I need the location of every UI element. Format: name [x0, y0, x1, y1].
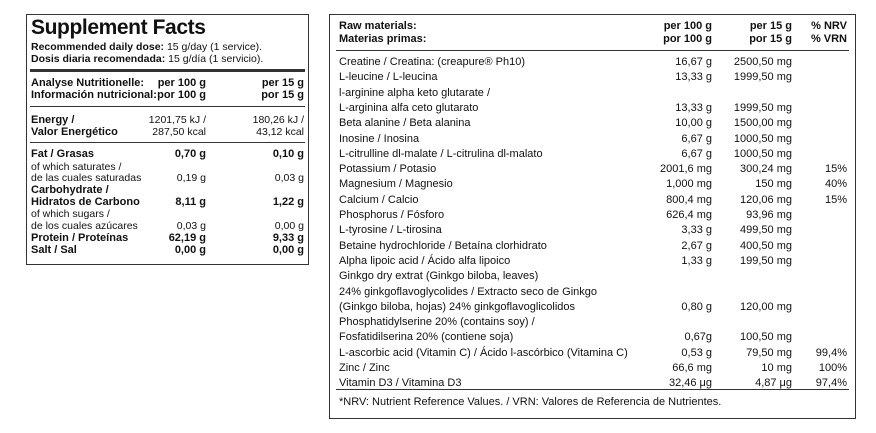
nutrient-per15: 0,03 g	[274, 172, 304, 184]
raw-material-row	[330, 147, 855, 162]
nutrient-per15: 0,00 g	[272, 244, 304, 256]
nutrient-per15: 1,22 g	[272, 196, 304, 208]
nutrient-name: de los cuales azúcares	[31, 220, 138, 232]
nutrient-per100: 0,00 g	[174, 244, 206, 256]
raw-material-name: (Ginkgo biloba, hojas) 24% ginkgoflavoglicolidos	[339, 300, 576, 313]
nutrient-per100: 8,11 g	[175, 196, 206, 208]
raw-material-per100: 800,4 mg	[666, 193, 712, 206]
raw-material-name: Phosphatidylserine 20% (contains soy) /	[339, 316, 535, 329]
header-raw-en: Raw materials:	[339, 20, 417, 32]
raw-material-nrv: 15%	[824, 193, 847, 206]
raw-material-per100: 3,33 g	[681, 224, 712, 237]
raw-material-row	[330, 315, 855, 330]
raw-material-name: Betaine hydrochloride / Betaína clorhidrato	[339, 239, 547, 252]
raw-material-row	[330, 55, 855, 70]
raw-material-row	[330, 239, 855, 254]
dose-label-en: Recommended daily dose:	[31, 41, 165, 53]
raw-material-per100: 2,67 g	[681, 239, 712, 252]
raw-material-per15: 199,50 mg	[740, 254, 792, 267]
raw-material-nrv: 40%	[824, 178, 847, 191]
raw-material-nrv: 100%	[818, 362, 847, 374]
header-vrn: % VRN	[810, 33, 847, 45]
raw-material-per100: 13,33 g	[675, 101, 712, 114]
dose-label-es: Dosis diaria recomendada:	[31, 53, 166, 65]
divider	[336, 389, 849, 390]
raw-material-per15: 1000,50 mg	[733, 132, 792, 145]
nutrient-name: Salt / Sal	[31, 244, 77, 256]
header-per100-es: por 100 g	[663, 33, 712, 45]
raw-material-name: l-arginine alpha keto glutarate /	[339, 86, 491, 99]
raw-material-row	[330, 177, 855, 192]
raw-material-per100: 66,6 mg	[672, 362, 712, 374]
raw-material-row	[330, 132, 855, 147]
raw-material-name: Fosfatidilserina 20% (contiene soja)	[339, 331, 514, 344]
raw-material-name: Ginkgo dry extrat (Ginkgo biloba, leaves)	[339, 270, 539, 283]
recommended-daily-dose	[31, 41, 262, 53]
nutrient-per100: 1201,75 kJ /	[148, 114, 206, 126]
footnote: *NRV: Nutrient Reference Values. / VRN: Valores de Referencia de Nutrientes.	[339, 396, 722, 408]
dosis-diaria	[31, 53, 263, 65]
raw-material-name: L-ascorbic acid (Vitamin C) / Ácido l-ascórbico (Vitamina C)	[339, 346, 628, 359]
raw-material-row	[330, 208, 855, 223]
dose-value-en: 15 g/day (1 service).	[164, 41, 263, 53]
raw-material-per15: 100,50 mg	[740, 331, 792, 344]
raw-material-row	[330, 361, 855, 376]
raw-material-per15: 79,50 mg	[746, 346, 792, 359]
nutrient-per100: 287,50 kcal	[152, 126, 206, 138]
header-per100-en: per 100 g	[157, 77, 206, 89]
raw-material-name: Phosphorus / Fósforo	[339, 209, 445, 221]
raw-material-row	[330, 300, 855, 315]
dose-value-es: 15 g/día (1 servicio).	[165, 53, 264, 65]
nutrient-name: Fat / Grasas	[31, 148, 94, 160]
raw-material-name: 24% ginkgoflavoglycolides / Extracto seco de Ginkgo	[339, 285, 598, 298]
raw-material-name: L-tyrosine / L-tirosina	[339, 224, 442, 237]
raw-material-row	[330, 162, 855, 177]
raw-material-per15: 150 mg	[755, 178, 792, 191]
raw-material-name: L-citrulline dl-malate / L-citrulina dl-malato	[339, 147, 543, 160]
raw-material-name: Calcium / Calcio	[339, 193, 419, 206]
raw-material-row	[330, 86, 855, 101]
raw-material-row	[330, 285, 855, 300]
raw-material-per15: 1999,50 mg	[733, 101, 792, 114]
raw-material-row	[330, 70, 855, 85]
raw-material-per100: 0,80 g	[681, 300, 712, 313]
header-per100-es: por 100 g	[157, 89, 206, 101]
raw-material-name: Beta alanine / Beta alanina	[339, 117, 471, 130]
raw-material-row	[330, 269, 855, 284]
raw-material-per15: 120,00 mg	[740, 300, 792, 313]
raw-material-nrv: 99,4%	[815, 346, 847, 359]
supplement-facts-title: Supplement Facts	[31, 16, 206, 39]
raw-material-nrv: 97,4%	[815, 377, 847, 390]
raw-material-per15: 300,24 mg	[740, 163, 792, 176]
nutrient-name: Carbohydrate /	[31, 184, 109, 196]
raw-material-name: Zinc / Zinc	[339, 362, 390, 374]
raw-material-per15: 1999,50 mg	[733, 71, 792, 84]
nutrient-per100: 0,70 g	[174, 148, 206, 160]
divider	[30, 142, 305, 143]
divider	[30, 106, 305, 107]
raw-material-per100: 0,67g	[684, 331, 712, 344]
raw-material-per15: 1500,00 mg	[733, 117, 792, 130]
raw-material-name: Creatine / Creatina: (creapure® Ph10)	[339, 56, 526, 68]
raw-material-name: Inosine / Inosina	[339, 132, 420, 145]
raw-material-per100: 1,33 g	[681, 254, 712, 267]
header-per15-es: por 15 g	[749, 33, 792, 45]
raw-material-per15: 2500,50 mg	[733, 56, 792, 68]
nutrient-per15: 0,10 g	[272, 148, 304, 160]
raw-material-per100: 626,4 mg	[666, 209, 712, 221]
divider-thick	[30, 69, 305, 72]
raw-material-name: Alpha lipoic acid / Ácido alfa lipoico	[339, 254, 511, 267]
raw-material-row	[330, 223, 855, 238]
nutrient-per15: 43,12 kcal	[256, 126, 304, 138]
raw-material-name: Magnesium / Magnesio	[339, 178, 453, 191]
raw-material-row	[330, 330, 855, 345]
raw-material-name: Potassium / Potasio	[339, 163, 437, 176]
raw-material-row	[330, 346, 855, 361]
raw-material-name: L-arginina alfa ceto glutarato	[339, 101, 479, 114]
raw-material-per100: 16,67 g	[675, 56, 712, 68]
raw-material-per15: 1000,50 mg	[733, 147, 792, 160]
header-per15-es: por 15 g	[261, 89, 304, 101]
raw-material-per15: 4,87 μg	[755, 377, 792, 390]
nutrient-per15: 9,33 g	[272, 232, 304, 244]
nutrient-name: Hidratos de Carbono	[31, 196, 140, 208]
header-per15-en: per 15 g	[261, 77, 304, 89]
nutrient-per100: 0,19 g	[176, 172, 206, 184]
header-per100-en: per 100 g	[663, 20, 712, 32]
raw-material-row	[330, 116, 855, 131]
raw-material-per100: 6,67 g	[681, 132, 712, 145]
nutrient-name: of which sugars /	[31, 208, 110, 220]
nutrient-name: Valor Energético	[31, 126, 118, 138]
header-raw-es: Materias primas:	[339, 33, 427, 45]
nutrient-per15: 180,26 kJ /	[252, 114, 304, 126]
raw-material-row	[330, 254, 855, 269]
raw-material-per100: 2001,6 mg	[660, 163, 712, 176]
raw-material-per100: 0,53 g	[681, 346, 712, 359]
header-name-es: Información nutricional:	[31, 89, 157, 101]
header-name-en: Analyse Nutritionelle:	[31, 77, 145, 89]
raw-material-nrv: 15%	[824, 163, 847, 176]
header-per15-en: per 15 g	[749, 20, 792, 32]
nutrient-per100: 0,03 g	[176, 220, 206, 232]
raw-material-name: Vitamin D3 / Vitamina D3	[339, 377, 462, 390]
nutrient-per100: 62,19 g	[168, 232, 206, 244]
raw-material-row	[330, 193, 855, 208]
raw-material-per15: 120,06 mg	[740, 193, 792, 206]
nutrient-name: Energy /	[31, 114, 75, 126]
raw-material-per100: 6,67 g	[681, 147, 712, 160]
raw-material-per15: 10 mg	[761, 362, 792, 374]
raw-material-per15: 400,50 mg	[740, 239, 792, 252]
nutrient-name: de las cuales saturadas	[31, 172, 142, 184]
raw-material-per100: 1,000 mg	[666, 178, 712, 191]
supplement-facts-panel	[26, 14, 309, 265]
raw-materials-panel	[329, 14, 856, 419]
raw-material-per100: 10,00 g	[675, 117, 712, 130]
raw-material-per100: 32,46 μg	[668, 377, 712, 390]
raw-material-per100: 13,33 g	[675, 71, 712, 84]
raw-material-row	[330, 101, 855, 116]
nutrient-name: of which saturates /	[31, 161, 122, 173]
nutrient-per15: 0,00 g	[274, 220, 304, 232]
raw-material-name: L-leucine / L-leucina	[339, 71, 438, 84]
nutrient-name: Protein / Proteínas	[31, 232, 129, 244]
raw-material-per15: 93,96 mg	[746, 209, 792, 221]
raw-material-per15: 499,50 mg	[740, 224, 792, 237]
header-nrv: % NRV	[811, 20, 847, 32]
divider	[336, 50, 849, 51]
